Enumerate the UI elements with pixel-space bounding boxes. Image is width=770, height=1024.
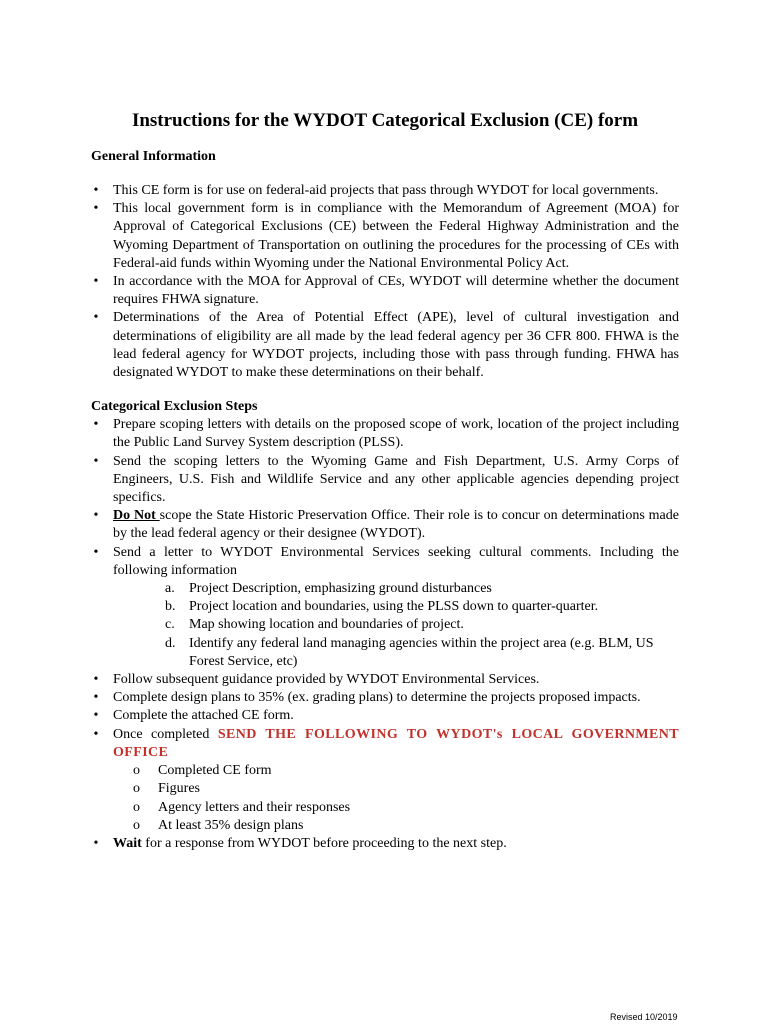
bullet-icon: • [93,274,99,290]
bullet-icon: • [93,183,99,198]
send-to-office-emphasis: SEND THE FOLLOWING TO WYDOT's LOCAL GOVERNMENT OFFICE [113,726,679,760]
list-item: • Prepare scoping letters with details on the proposed scope of work, location of the project including the Public Land Survey System description (PLSS). [91,416,679,452]
list-item: • Do Not scope the State Historic Preservation Office. Their role is to concur on determinations made by the lead federal agency or their designee (WYDOT). [91,507,679,543]
list-item: • Complete design plans to 35% (ex. grading plans) to determine the projects proposed impacts. [91,689,679,707]
sub-list [113,762,679,835]
sub-list-item: o Agency letters and their responses [91,799,679,817]
page-title: Instructions for the WYDOT Categorical Exclusion (CE) form [131,110,639,131]
sub-list-item: c. Map showing location and boundaries of project. [165,617,464,633]
bullet-icon: • [93,201,99,217]
circle-bullet-icon: o [133,799,140,815]
sub-list-item: d. Identify any federal land managing agencies within the project area (e.g. BLM, US Forest Service, etc) [165,635,654,669]
bullet-icon: • [93,544,99,560]
sub-list-item: o Completed CE form [91,762,679,780]
bullet-icon: • [93,310,99,326]
bullet-icon: • [93,708,99,724]
general-information-list [91,182,679,382]
list-item: • This CE form is for use on federal-aid projects that pass through WYDOT for local governments. [91,182,679,200]
list-item: • Wait for a response from WYDOT before proceeding to the next step. [91,835,679,853]
list-item: • In accordance with the MOA for Approval of CEs, WYDOT will determine whether the document requires FHWA signature. [91,273,679,309]
bullet-icon: • [93,417,99,433]
bullet-icon: • [93,508,99,524]
general-information-heading: General Information [91,149,216,164]
sub-list [113,580,679,671]
document-page [91,108,679,853]
circle-bullet-icon: o [133,817,140,833]
circle-bullet-icon: o [133,781,140,797]
sub-list-item: o At least 35% design plans [91,817,679,835]
bullet-icon: • [93,726,99,742]
circle-bullet-icon: o [133,763,140,779]
bullet-icon: • [93,690,99,706]
sub-list-item: a. Project Description, emphasizing ground disturbances [165,581,492,597]
sub-list-item: o Figures [91,780,679,798]
ce-steps-heading: Categorical Exclusion Steps [91,399,258,415]
bullet-icon: • [93,672,99,688]
bullet-icon: • [93,835,99,851]
list-item: • Complete the attached CE form. [91,707,679,725]
wait-emphasis: Wait [113,835,142,851]
bullet-icon: • [93,453,99,469]
sub-list-item: b. Project location and boundaries, using the PLSS down to quarter-quarter. [165,599,599,615]
list-item: • Determinations of the Area of Potential Effect (APE), level of cultural investigation and determinations of eligibility are all made by the lead federal agency per 36 CFR 800. FHWA is the lead federal agency for WYDOT projects, including those with pass through funding. FHWA has designated WYDOT to make these determinations on their behalf. [91,309,679,382]
list-item: • Follow subsequent guidance provided by WYDOT Environmental Services. [91,671,679,689]
list-item: • Send the scoping letters to the Wyoming Game and Fish Department, U.S. Army Corps of Engineers, U.S. Fish and Wildlife Service and any other applicable agencies depending project specifics. [91,453,679,508]
list-item: • This local government form is in compliance with the Memorandum of Agreement (MOA) for Approval of Categorical Exclusions (CE) between the Federal Highway Administration and the Wyoming Department of Transportation on outlining the procedures for the processing of CEs with Federal-aid funds within Wyoming under the National Environmental Policy Act. [91,200,679,273]
list-item: • Send a letter to WYDOT Environmental Services seeking cultural comments. Including the following information a. Project Description, emphasizing ground disturbances b. Project location and boundaries, using the PLSS down to quarter-quarter. c. Map showing location and boundaries of project. d. Identify any federal land managing agencies within the project area (e.g. BLM, US Forest Service, etc) [91,544,679,671]
revision-footer: Revised 10/2019 [610,1012,678,1022]
ce-steps-list [91,416,679,853]
do-not-emphasis: Do Not [113,508,160,524]
list-item: • Once completed SEND THE FOLLOWING TO WYDOT's LOCAL GOVERNMENT OFFICE o Completed CE form o Figures o Agency letters and their responses o At least 35% design plans [91,726,679,835]
